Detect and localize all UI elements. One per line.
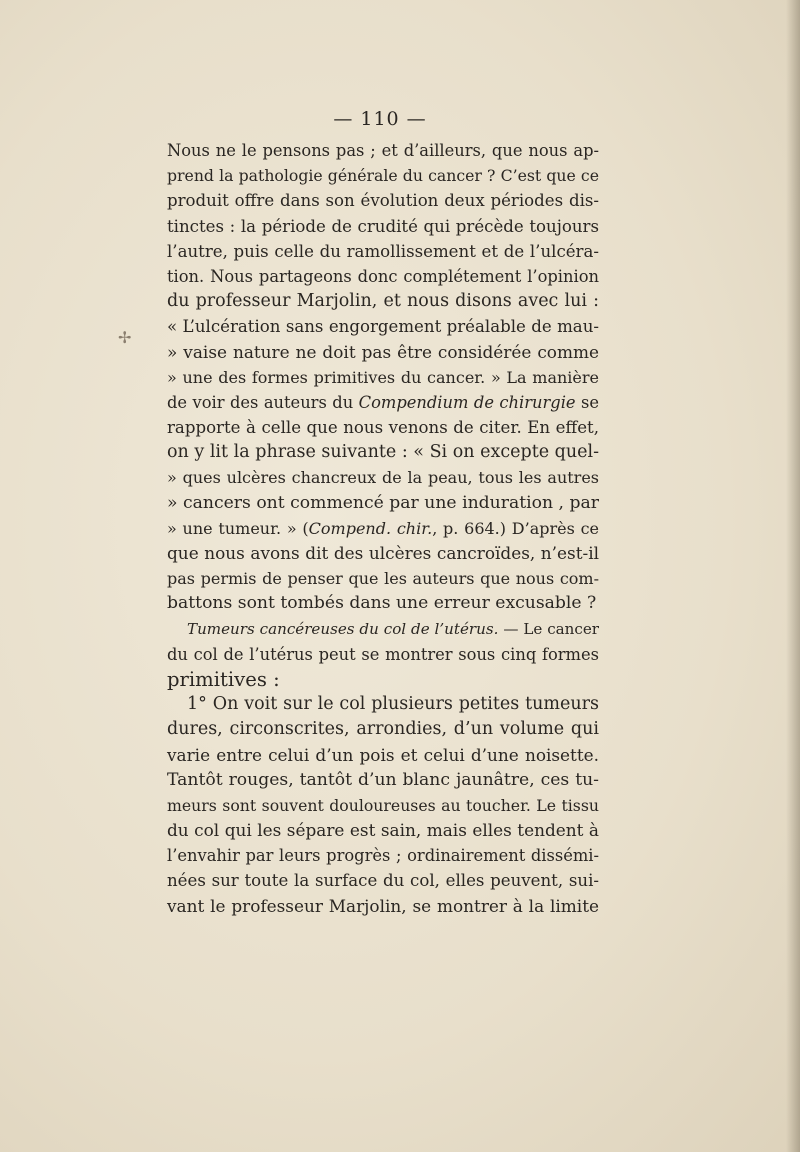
text-segment: — Le cancer [498, 619, 600, 638]
italic-title: Compendium de chirurgie [358, 392, 576, 412]
text-line: du col qui les sépare est sain, mais elles tendent à [167, 820, 599, 841]
text-line: « L’ulcération sans engorgement préalable de mau- [167, 317, 599, 337]
text-line: battons sont tombés dans une erreur excusable ? [167, 593, 597, 614]
text-segment: » une tumeur. » ( [167, 518, 309, 538]
page-edge-shadow [786, 0, 800, 1152]
text-line: 1° On voit sur le col plusieurs petites tumeurs [187, 694, 599, 715]
text-line: meurs sont souvent douloureuses au toucher. Le tissu [167, 795, 599, 815]
text-line [167, 516, 599, 541]
text-line: » une des formes primitives du cancer. » La manière [167, 367, 599, 387]
text-line: tinctes : la période de crudité qui précède toujours [167, 216, 599, 236]
text-line: rapporte à celle que nous venons de citer. En effet, [167, 418, 599, 438]
margin-mark: ✢ [118, 328, 132, 347]
text-line: on y lit la phrase suivante : « Si on excepte quel- [167, 442, 599, 463]
text-line: dures, circonscrites, arrondies, d’un volume qui [167, 719, 599, 740]
text-line: l’autre, puis celle du ramollissement et de l’ulcéra- [167, 241, 599, 261]
text-line: » cancers ont commencé par une induration , par [167, 492, 599, 513]
body-text [167, 138, 599, 919]
text-line [167, 617, 599, 642]
text-line: Nous ne le pensons pas ; et d’ailleurs, que nous ap- [167, 141, 599, 160]
text-line [167, 390, 599, 415]
text-line: pas permis de penser que les auteurs que nous com- [167, 569, 599, 589]
text-segment: de voir des auteurs du [167, 392, 359, 412]
text-line: du col de l’utérus peut se montrer sous cinq formes [167, 644, 599, 664]
italic-title: Compend. chir. [308, 518, 433, 538]
text-line: primitives : [167, 667, 280, 691]
page-number: — 110 — [333, 108, 427, 130]
text-line: varie entre celui d’un pois et celui d’une noisette. [167, 744, 599, 765]
text-line: tion. Nous partageons donc complétement l’opinion [167, 266, 599, 286]
italic-title: Tumeurs cancéreuses du col de l’utérus. [187, 619, 499, 638]
text-line: » ques ulcères chancreux de la peau, tous les autres [167, 468, 599, 488]
text-line: nées sur toute la surface du col, elles peuvent, sui- [167, 871, 599, 891]
text-segment: , p. 664.) D’après ce [432, 518, 600, 538]
text-line: que nous avons dit des ulcères cancroïdes, n’est-il [167, 543, 599, 563]
text-line: produit offre dans son évolution deux périodes dis- [167, 191, 599, 211]
text-line: prend la pathologie générale du cancer ? C’est que ce [167, 166, 599, 186]
text-line: » vaise nature ne doit pas être considérée comme [167, 341, 599, 362]
text-line: l’envahir par leurs progrès ; ordinairement dissémi- [167, 846, 599, 866]
text-line: vant le professeur Marjolin, se montrer à la limite [167, 895, 599, 916]
text-line: du professeur Marjolin, et nous disons avec lui : [167, 291, 599, 312]
text-line: Tantôt rouges, tantôt d’un blanc jaunâtre, ces tu- [167, 769, 599, 790]
text-segment: se [575, 392, 599, 412]
